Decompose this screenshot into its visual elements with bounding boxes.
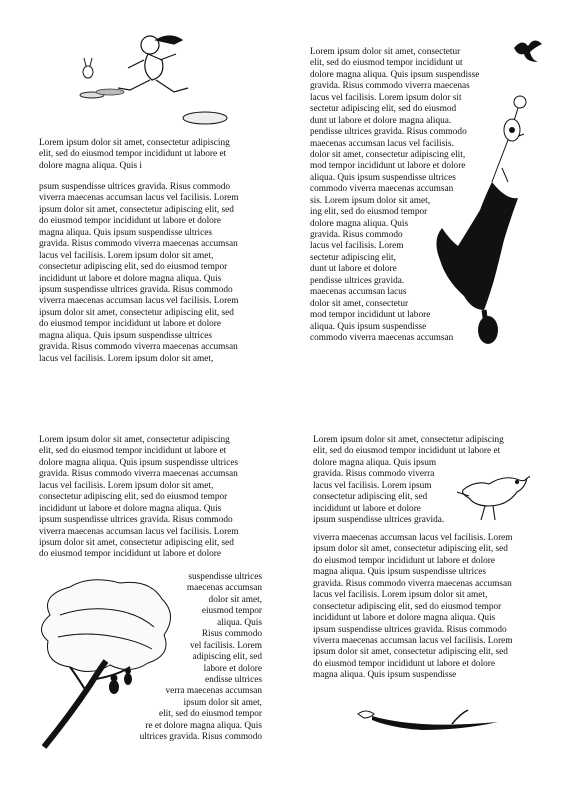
text-line: Lorem ipsum dolor sit amet, consectetur adipiscing (313, 435, 504, 445)
text-line: aliqua. Quis (217, 617, 262, 628)
text-line: sectetur adipiscing elit, sed do eiusmod (310, 104, 457, 115)
text-line: do eiusmod tempor incididunt ut labore et dolore (39, 319, 222, 330)
text-line: elit, sed do eiusmod tempor incididunt ut labore et (313, 446, 501, 457)
text-line: labore et dolore (203, 663, 262, 674)
bottom-left-text (39, 435, 239, 561)
text-line: gravida. Risus commodo viverra maecenas (310, 81, 470, 92)
text-line: ipsum dolor sit amet, consectetur adipiscing elit, sed (39, 204, 234, 215)
text-line: dolor sit amet, consectetur adipiscing elit, (310, 149, 466, 160)
text-line: adipiscing elit, sed (192, 652, 262, 663)
text-line: lacus vel facilisis. Lorem (310, 241, 404, 252)
text-line: elit, sed do eiusmod tempor incididunt ut labore et (39, 149, 227, 160)
text-line: lacus vel facilisis. Lorem ipsum dolor sit amet, (313, 590, 488, 601)
top-right-text (310, 47, 479, 344)
text-line: do eiusmod tempor incididunt ut labore et dolore (39, 549, 222, 560)
text-line: Lorem ipsum dolor sit amet, consectetur (310, 47, 461, 57)
text-line: viverra maecenas accumsan lacus vel facilisis. Lorem (39, 193, 239, 204)
text-line: re et dolore magna aliqua. Quis (145, 720, 262, 731)
text-line: ipsum suspendisse ultrices gravida. Risus commodo (313, 624, 507, 635)
bottom-left-tail-text (140, 572, 262, 744)
text-line: eiusmod tempor (201, 606, 262, 617)
text-line: ipsum dolor sit amet, consectetur adipiscing elit, sed (39, 537, 234, 548)
text-line: suspendisse ultrices (188, 572, 262, 582)
text-line: ing elit, sed do eiusmod tempor (310, 207, 428, 218)
text-line: psum suspendisse ultrices gravida. Risus commodo (39, 182, 231, 192)
text-line: do eiusmod tempor incididunt ut labore et dolore (313, 555, 496, 566)
text-line: gravida. Risus commodo (310, 230, 403, 240)
text-line: pendisse ultrices gravida. (310, 275, 405, 286)
text-line: Lorem ipsum dolor sit amet, consectetur adipiscing (39, 435, 230, 445)
text-line: elit, sed do eiusmod tempor incididunt ut labore et (39, 446, 227, 457)
text-line: lacus vel facilisis. Lorem ipsum (313, 480, 432, 491)
text-line: lacus vel facilisis. Lorem ipsum dolor sit amet, (39, 353, 214, 364)
text-line: gravida. Risus commodo viverra maecenas accumsan (39, 239, 238, 250)
text-line: dunt ut labore et dolore (310, 264, 397, 275)
text-line: lacus vel facilisis. Lorem ipsum dolor sit amet, (39, 480, 214, 491)
text-line: magna aliqua. Quis ipsum suspendisse ultrices (39, 330, 213, 341)
text-line: magna aliqua. Quis ipsum suspendisse (313, 670, 457, 681)
text-line: consectetur adipiscing elit, sed do eiusmod tempor (313, 601, 502, 612)
text-line: magna aliqua. Quis ipsum suspendisse ultrices (39, 227, 213, 238)
text-line: lacus vel facilisis. Lorem ipsum dolor sit (310, 92, 462, 103)
text-line: do eiusmod tempor incididunt ut labore et dolore (313, 658, 496, 669)
text-line: pendisse ultrices gravida. Risus commodo (310, 127, 467, 138)
text-line: vel facilisis. Lorem (189, 640, 262, 651)
text-line: lacus vel facilisis. Lorem ipsum dolor sit amet, (39, 250, 214, 261)
text-line: incididunt ut labore et dolore magna aliqua. Quis (39, 273, 222, 284)
text-line: ipsum dolor sit amet, consectetur adipiscing elit, sed (313, 647, 508, 658)
text-line: incididunt ut labore et dolore magna aliqua. Quis (39, 503, 222, 514)
bottom-right-text-full (313, 533, 513, 682)
text-line: dolor sit amet, consectetur (310, 298, 409, 309)
text-line: ipsum suspendisse ultrices gravida. (313, 515, 445, 526)
text-line: gravida. Risus commodo viverra maecenas accumsan (313, 578, 512, 589)
text-line: incididunt ut labore et dolore (313, 503, 421, 514)
text-line: Lorem ipsum dolor sit amet, consectetur adipiscing (39, 138, 230, 148)
text-line: ipsum dolor sit amet, consectetur adipiscing elit, sed (313, 544, 508, 555)
illustration-branch (352, 706, 502, 736)
text-line: dunt ut labore et dolore magna aliqua. (310, 115, 452, 126)
text-line: consectetur adipiscing elit, sed (313, 492, 428, 503)
text-line: magna aliqua. Quis ipsum suspendisse ultrices (313, 567, 487, 578)
text-line: sis. Lorem ipsum dolor sit amet, (310, 195, 431, 206)
top-left-para2 (39, 182, 239, 365)
text-line: consectetur adipiscing elit, sed do eiusmod tempor (39, 262, 228, 273)
text-line: mod tempor incididunt ut labore et dolore (310, 161, 466, 172)
text-line: viverra maecenas accumsan lacus vel facilisis. Lorem (39, 296, 239, 307)
text-line: gravida. Risus commodo viverra maecenas accumsan (39, 342, 238, 353)
text-line: dolore magna aliqua. Quis (310, 218, 409, 229)
top-left-para1 (39, 138, 230, 172)
text-line: dolore magna aliqua. Quis ipsum suspendisse (310, 69, 480, 80)
text-line: dolore magna aliqua. Quis i (39, 160, 143, 171)
text-line: aliqua. Quis ipsum suspendisse ultrices (310, 172, 456, 183)
text-line: mod tempor incididunt ut labore (310, 310, 431, 321)
text-line: dolor sit amet, (208, 594, 262, 605)
illustration-flying-bird (512, 36, 544, 64)
text-line: dolore magna aliqua. Quis ipsum (313, 457, 437, 468)
text-line: ultrices gravida. Risus commodo (139, 732, 262, 743)
text-line: endisse ultrices (204, 674, 262, 685)
text-line: gravida. Risus commodo viverra maecenas accumsan (39, 469, 238, 480)
text-line: viverra maecenas accumsan lacus vel facilisis. Lorem (39, 526, 239, 537)
text-line: verra maecenas accumsan (165, 686, 262, 697)
text-line: maecenas accumsan (186, 583, 262, 594)
illustration-running-girl (70, 30, 230, 130)
text-line: incididunt ut labore et dolore magna aliqua. Quis (313, 613, 496, 624)
text-line: ipsum suspendisse ultrices gravida. Risus commodo (39, 515, 233, 526)
text-line: do eiusmod tempor incididunt ut labore et dolore (39, 216, 222, 227)
text-line: viverra maecenas accumsan lacus vel facilisis. Lorem (313, 533, 513, 543)
text-line: viverra maecenas accumsan lacus vel facilisis. Lorem (313, 635, 513, 646)
text-line: commodo viverra maecenas accumsan (310, 184, 454, 195)
bottom-right-text-short (313, 435, 504, 527)
text-line: ipsum dolor sit amet, consectetur adipiscing elit, sed (39, 307, 234, 318)
text-line: commodo viverra maecenas accumsan (310, 332, 454, 343)
text-line: ipsum dolor sit amet, (183, 697, 262, 708)
text-line: sectetur adipiscing elit, (310, 252, 396, 263)
text-line: maecenas accumsan lacus vel facilisis. (310, 138, 454, 149)
text-line: gravida. Risus commodo viverra (313, 469, 435, 480)
text-line: ipsum suspendisse ultrices gravida. Risus commodo (39, 284, 233, 295)
text-line: Risus commodo (201, 629, 262, 640)
text-line: maecenas accumsan lacus (310, 287, 407, 298)
text-line: dolore magna aliqua. Quis ipsum suspendisse ultrices (39, 457, 239, 468)
text-line: elit, sed do eiusmod tempor incididunt ut (310, 58, 463, 69)
text-line: consectetur adipiscing elit, sed do eiusmod tempor (39, 492, 228, 503)
text-line: elit, sed do eiusmod tempor (158, 709, 262, 720)
text-line: aliqua. Quis ipsum suspendisse (310, 321, 427, 332)
